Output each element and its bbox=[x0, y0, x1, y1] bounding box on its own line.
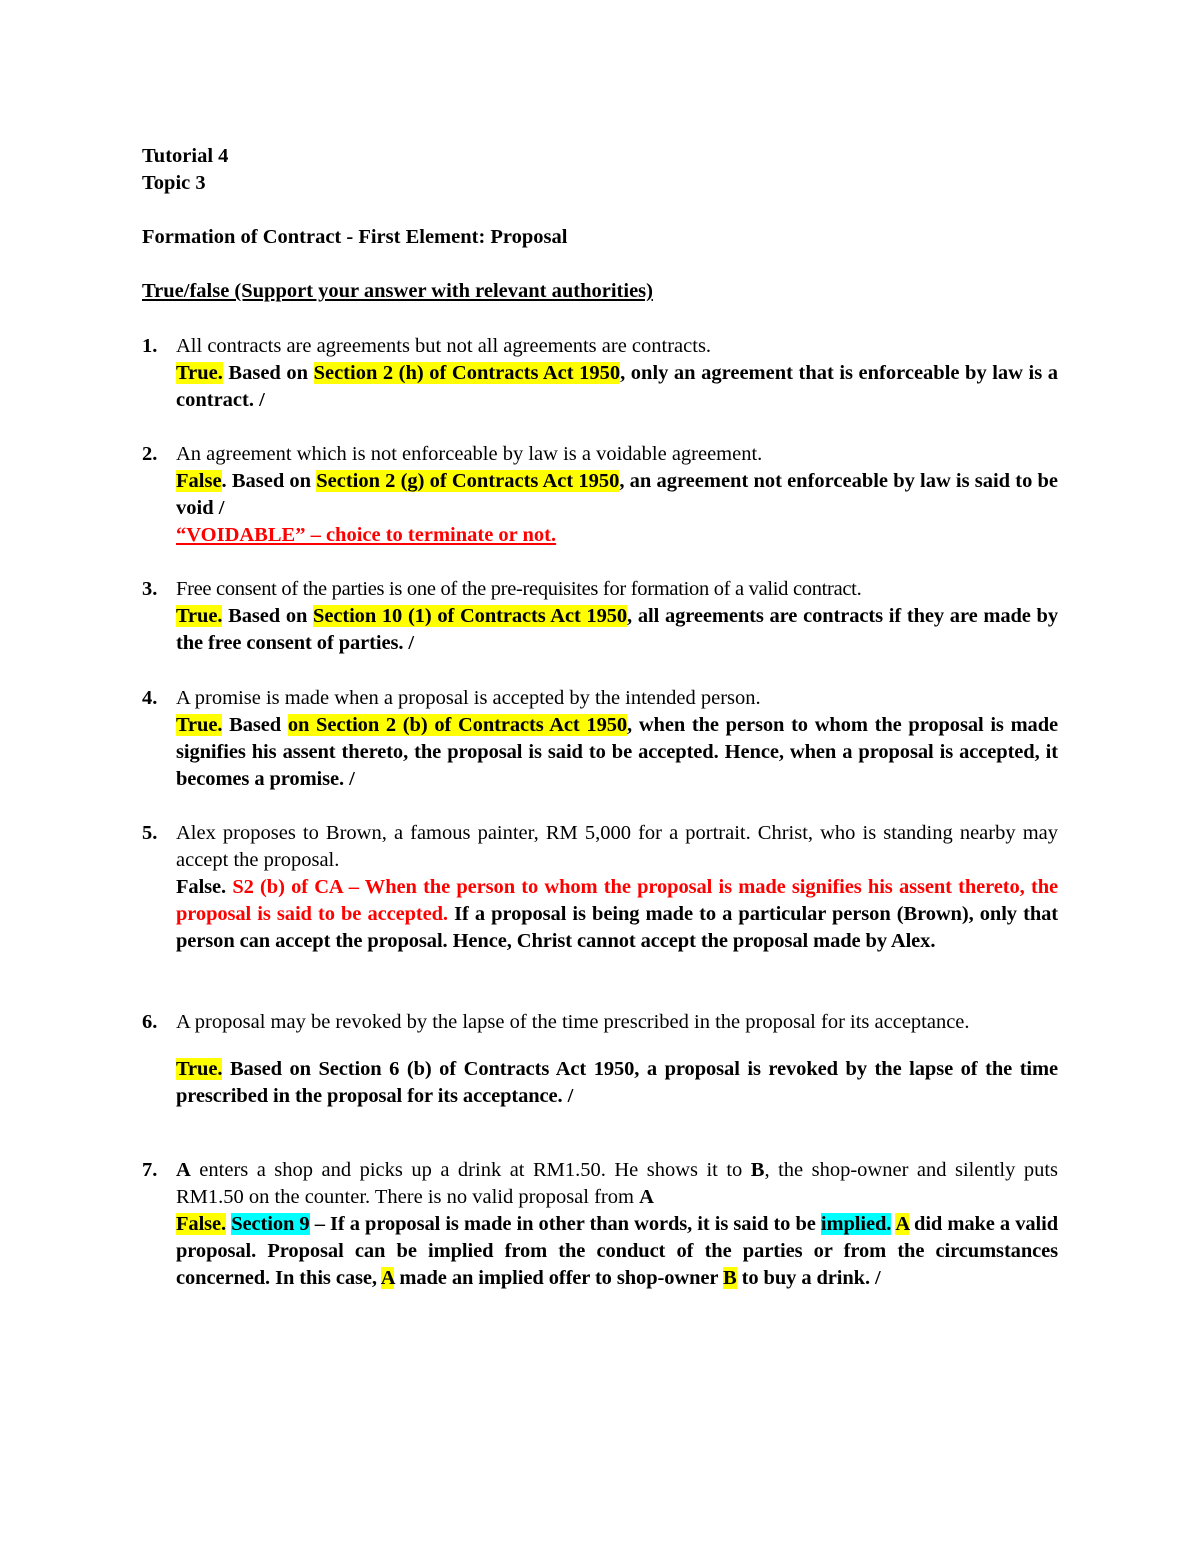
highlighted-text: Section 2 (h) of Contracts Act 1950 bbox=[313, 362, 621, 384]
question-text: A promise is made when a proposal is accepted by the intended person. bbox=[176, 687, 761, 709]
answer-run: Based on bbox=[222, 605, 314, 627]
item-number: 7. bbox=[142, 1159, 158, 1181]
question-item-1 bbox=[142, 333, 1058, 414]
answer-run: , only an agreement that is enforceable by law is a contract. / bbox=[176, 362, 1058, 411]
answer-text bbox=[176, 468, 1058, 522]
question-item-7 bbox=[142, 1157, 1058, 1292]
question-item-5 bbox=[142, 820, 1058, 955]
answer-run: made an implied offer to shop-owner bbox=[394, 1267, 724, 1289]
question-item-2 bbox=[142, 441, 1058, 549]
answer-run: False. bbox=[176, 876, 233, 898]
question-text bbox=[176, 1157, 1058, 1211]
question-item-4 bbox=[142, 685, 1058, 793]
voidable-note: “VOIDABLE” – choice to terminate or not. bbox=[176, 524, 557, 546]
highlighted-text: False. bbox=[176, 1213, 227, 1235]
item-number: 1. bbox=[142, 335, 158, 357]
bold-text: A bbox=[176, 1159, 191, 1181]
answer-text bbox=[176, 360, 1058, 414]
bold-text: A bbox=[639, 1186, 654, 1208]
question-text: All contracts are agreements but not all agreements are contracts. bbox=[176, 335, 712, 357]
tutorial-heading: Tutorial 4 bbox=[142, 145, 229, 167]
answer-run: , all agreements are contracts if they are made by the free consent of parties. / bbox=[176, 605, 1058, 654]
item-number: 4. bbox=[142, 687, 158, 709]
highlighted-text: True. bbox=[176, 1058, 223, 1080]
highlighted-text: B bbox=[723, 1267, 737, 1289]
item-number: 2. bbox=[142, 443, 158, 465]
answer-text bbox=[176, 1211, 1058, 1292]
answer-text bbox=[176, 1056, 1058, 1110]
highlighted-text: on Section 2 (b) of Contracts Act 1950 bbox=[287, 714, 628, 736]
question-text: Free consent of the parties is one of the pre-requisites for formation of a valid contract. bbox=[176, 578, 862, 600]
highlighted-text: A bbox=[895, 1213, 909, 1235]
bold-text: B bbox=[750, 1159, 765, 1181]
answer-run: , the shop-owner and silently puts RM1.50 on the counter. There is no valid proposal from bbox=[176, 1159, 1058, 1208]
highlighted-text: True. bbox=[176, 362, 223, 384]
question-item-6 bbox=[142, 1009, 1058, 1110]
highlighted-text: True. bbox=[176, 605, 223, 627]
answer-text bbox=[176, 603, 1058, 657]
red-text: S2 (b) of CA – When the person to whom the proposal is made signifies his assent thereto, the proposal is said to be accepted. bbox=[176, 876, 1058, 925]
highlighted-text: A bbox=[380, 1267, 395, 1289]
topic-heading: Topic 3 bbox=[142, 172, 206, 194]
instruction-heading: True/false (Support your answer with relevant authorities) bbox=[142, 280, 653, 302]
question-text: An agreement which is not enforceable by law is a voidable agreement. bbox=[176, 443, 763, 465]
highlighted-text: Section 10 (1) of Contracts Act 1950 bbox=[313, 605, 628, 627]
highlighted-text: implied. bbox=[820, 1213, 892, 1235]
page-title: Formation of Contract - First Element: Proposal bbox=[142, 226, 568, 248]
item-number: 3. bbox=[142, 578, 158, 600]
highlighted-text: Section 9 bbox=[231, 1213, 310, 1235]
question-text: A proposal may be revoked by the lapse of the time prescribed in the proposal for its acceptance. bbox=[176, 1011, 970, 1033]
highlighted-text: Section 2 (g) of Contracts Act 1950 bbox=[316, 470, 620, 492]
answer-run: did make a valid proposal. Proposal can be implied from the conduct of the parties or from the circumstances concerned. In this case, bbox=[176, 1213, 1059, 1289]
item-number: 5. bbox=[142, 822, 158, 844]
answer-run: to buy a drink. / bbox=[736, 1267, 881, 1289]
answer-run: Based on bbox=[222, 362, 314, 384]
answer-run: , when the person to whom the proposal is made signifies his assent thereto, the proposal is said to be accepted. Hence, when a proposal is accepted, it becomes a promise. / bbox=[176, 714, 1058, 790]
answer-text bbox=[176, 874, 1058, 955]
answer-run: If a proposal is being made to a particular person (Brown), only that person can accept the proposal. Hence, Christ cannot accept the proposal made by Alex. bbox=[176, 903, 1058, 952]
answer-run: Based on Section 6 (b) of Contracts Act 1950, a proposal is revoked by the lapse of the time prescribed in the proposal for its acceptance. / bbox=[176, 1058, 1058, 1107]
question-item-3 bbox=[142, 576, 1058, 657]
answer-run: enters a shop and picks up a drink at RM1.50. He shows it to bbox=[190, 1159, 751, 1181]
answer-run: . Based on bbox=[221, 470, 317, 492]
answer-run: , an agreement not enforceable by law is said to be void / bbox=[176, 470, 1058, 519]
item-number: 6. bbox=[142, 1011, 158, 1033]
question-text: Alex proposes to Brown, a famous painter, RM 5,000 for a portrait. Christ, who is standing nearby may accept the proposal. bbox=[176, 822, 1058, 871]
answer-run: Based bbox=[222, 714, 288, 736]
answer-run: – If a proposal is made in other than words, it is said to be bbox=[309, 1213, 821, 1235]
highlighted-text: True. bbox=[176, 714, 223, 736]
highlighted-text: False bbox=[176, 470, 222, 492]
answer-text bbox=[176, 712, 1058, 793]
